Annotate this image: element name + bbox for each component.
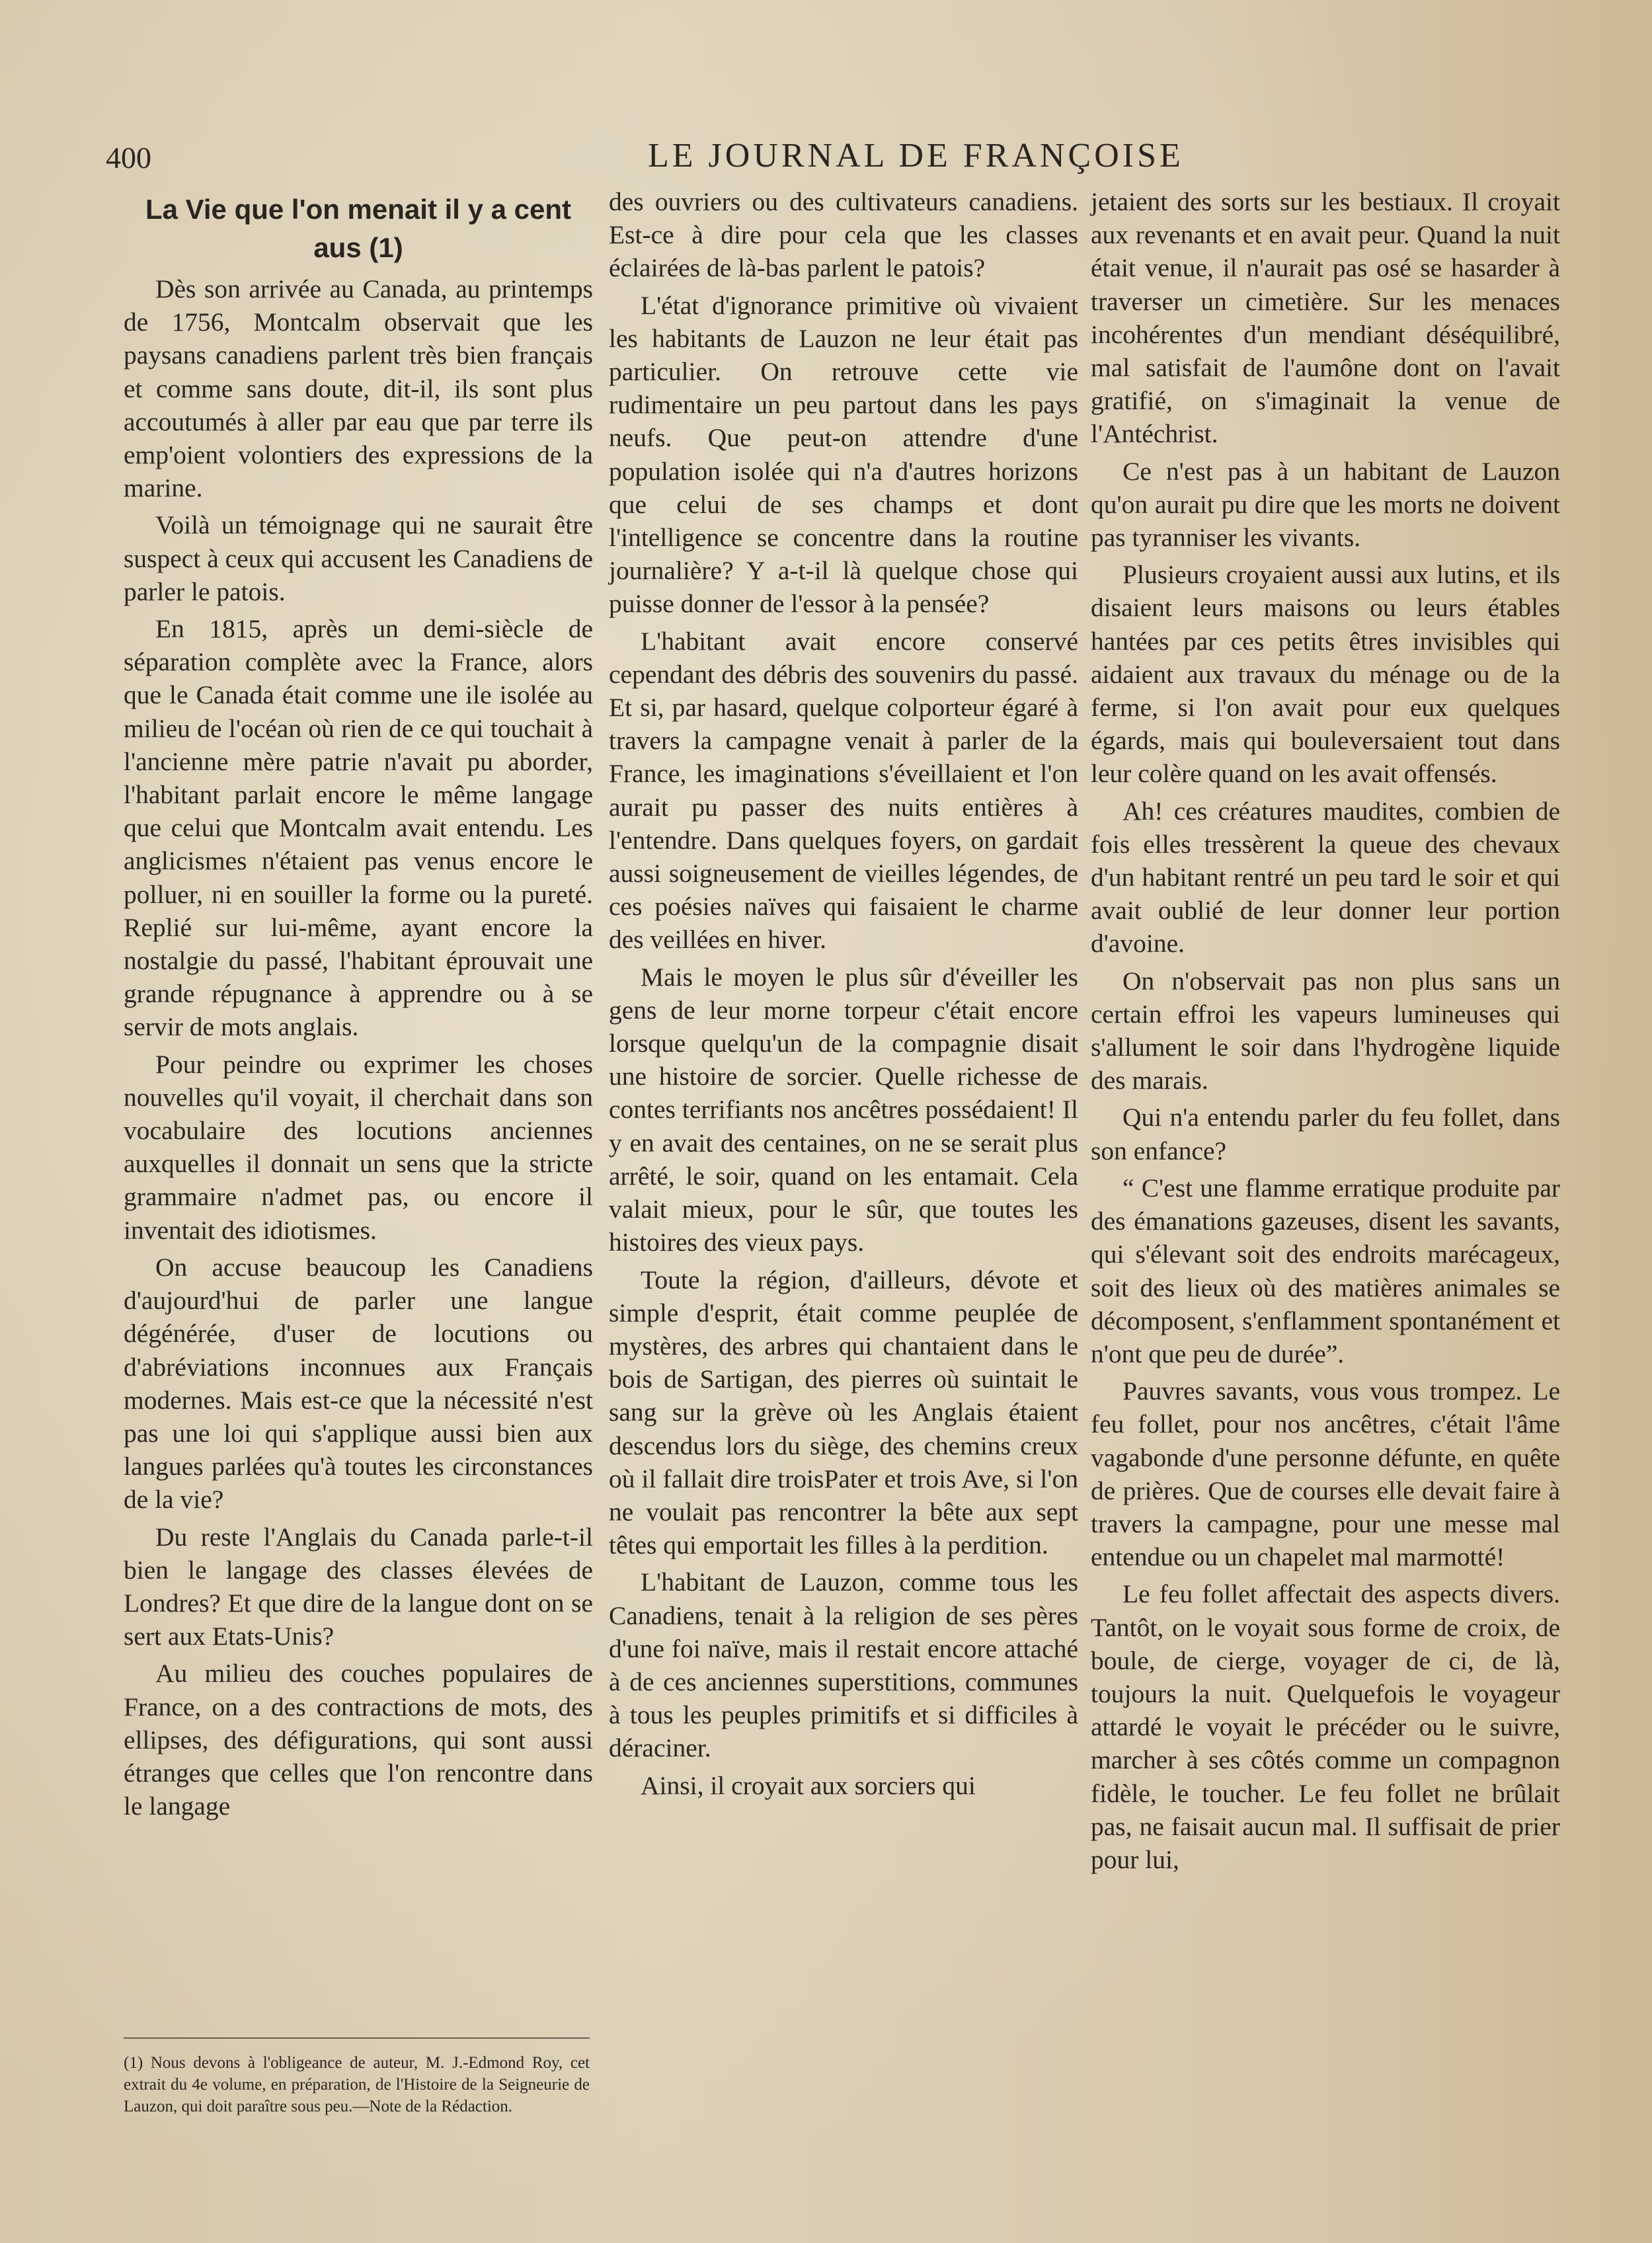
journal-title: LE JOURNAL DE FRANÇOISE	[648, 137, 1184, 175]
paragraph: On n'observait pas non plus sans un certain effroi les vapeurs lumineuses qui s'allument le soir dans l'hydrogène liquide des marais.	[1091, 966, 1560, 1095]
paragraph: Ah! ces créatures maudites, combien de fois elles tressèrent la queue des chevaux d'un habitant rentré un peu tard le soir et qui avait oublié de leur donner leur portion d'avoine.	[1091, 796, 1560, 959]
column-2	[609, 185, 1078, 1802]
paragraph: Le feu follet affectait des aspects divers. Tantôt, on le voyait sous forme de croix, de boule, de cierge, voyager de ci, de là, toujours la nuit. Quelquefois le voyageur attardé le voyait le précéder ou le suivre, marcher à ses côtés comme un compagnon fidèle, le toucher. Le feu follet ne brûlait pas, ne faisait aucun mal. Il suffisait de prier pour lui,	[1091, 1579, 1560, 1874]
paragraph: Dès son arrivée au Canada, au printemps de 1756, Montcalm observait que les paysans canadiens parlent très bien français et comme sans doute, dit-il, ils sont plus accoutumés à aller par eau que par terre ils emp'oient volontiers des expressions de la marine.	[124, 274, 593, 503]
paragraph: Mais le moyen le plus sûr d'éveiller les gens de leur morne torpeur c'était encore lorsque quelqu'un de la compagnie disait une histoire de sorcier. Quelle richesse de contes terrifiants nos ancêtres possédaient! Il y en avait des centaines, on ne se serait plus arrêté, le soir, quand on les entamait. Cela valait mieux, pour le sûr, que toutes les histoires des vieux pays.	[609, 962, 1078, 1257]
paragraph: des ouvriers ou des cultivateurs canadiens. Est-ce à dire pour cela que les classes éclairées de là-bas parlent le patois?	[609, 187, 1078, 283]
paragraph: jetaient des sorts sur les bestiaux. Il croyait aux revenants et en avait peur. Quand la nuit était venue, il n'aurait pas osé se hasarder à traverser un cimetière. Sur les menaces incohérentes d'un mendiant déséquilibré, mal satisfait de l'aumône dont on l'avait gratifié, on s'imaginait la venue de l'Antéchrist.	[1091, 187, 1560, 449]
paragraph: Pauvres savants, vous vous trompez. Le feu follet, pour nos ancêtres, c'était l'âme vagabonde d'une personne défunte, en quête de prières. Que de courses elle devait faire à travers la campagne, pour une messe mal entendue ou un chapelet mal marmotté!	[1091, 1376, 1560, 1572]
paragraph: “ C'est une flamme erratique produite par des émanations gazeuses, disent les savants, qui s'élevant soit des endroits marécageux, soit des lieux où des matières animales se décomposent, s'enflamment spontanément et n'ont que peu de durée”.	[1091, 1173, 1560, 1368]
paragraph: On accuse beaucoup les Canadiens d'aujourd'hui de parler une langue dégénérée, d'user de locutions ou d'abréviations inconnues aux Français modernes. Mais est-ce que la nécessité n'est pas une loi qui s'applique aussi bien aux langues parlées qu'à toutes les circonstances de la vie?	[124, 1252, 593, 1515]
paragraph: Ce n'est pas à un habitant de Lauzon qu'on aurait pu dire que les morts ne doivent pas tyranniser les vivants.	[1091, 456, 1560, 553]
article-title: La Vie que l'on menait il y a cent aus (1)	[145, 194, 572, 263]
footnote: (1) Nous devons à l'obligeance de auteur, M. J.-Edmond Roy, cet extrait du 4e volume, en préparation, de l'Histoire de la Seigneurie de Lauzon, qui doit paraître sous peu.—Note de la Rédaction.	[124, 2054, 590, 2115]
footnote-divider	[124, 2037, 590, 2039]
paragraph: Plusieurs croyaient aussi aux lutins, et ils disaient leurs maisons ou leurs étables hantées par ces petits êtres invisibles qui aidaient aux travaux du ménage ou de la ferme, si l'on avait pour eux quelques égards, mais qui bouleversaient tout dans leur colère quand on les avait offensés.	[1091, 560, 1560, 789]
page-number: 400	[106, 141, 151, 175]
paragraph: Pour peindre ou exprimer les choses nouvelles qu'il voyait, il cherchait dans son vocabulaire des locutions anciennes auxquelles il donnait un sens que la stricte grammaire n'admet pas, ou encore il inventait des idiotismes.	[124, 1049, 593, 1245]
paragraph: Du reste l'Anglais du Canada parle-t-il bien le langage des classes élevées de Londres? Et que dire de la langue dont on se sert aux Etats-Unis?	[124, 1522, 593, 1651]
paragraph: Ainsi, il croyait aux sorciers qui	[641, 1770, 976, 1800]
paragraph: Qui n'a entendu parler du feu follet, dans son enfance?	[1091, 1103, 1560, 1165]
column-3	[1091, 185, 1560, 1876]
paragraph: Voilà un témoignage qui ne saurait être suspect à ceux qui accusent les Canadiens de parler le patois.	[124, 510, 593, 606]
paragraph: En 1815, après un demi-siècle de séparation complète avec la France, alors que le Canada était comme une ile isolée au milieu de l'océan où rien de ce qui touchait à l'ancienne mère patrie n'avait pu aborder, l'habitant parlait encore le même langage que celui que Montcalm avait entendu. Les anglicismes n'étaient pas venus encore le polluer, ni en souiller la forme ou la pureté. Replié sur lui-même, ayant encore la nostalgie du passé, l'habitant éprouvait une grande répugnance à apprendre ou à se servir de mots anglais.	[124, 614, 593, 1042]
paragraph: L'état d'ignorance primitive où vivaient les habitants de Lauzon ne leur était pas particulier. On retrouve cette vie rudimentaire un peu partout dans les pays neufs. Que peut-on attendre d'une population isolée qui n'a d'autres horizons que celui de ses champs et dont l'intelligence se concentre dans la routine journalière? Y a-t-il là quelque chose qui puisse donner de l'essor à la pensée?	[609, 290, 1078, 619]
paragraph: Au milieu des couches populaires de France, on a des contractions de mots, des ellipses, des défigurations, qui sont aussi étranges que celles que l'on rencontre dans le langage	[124, 1659, 593, 1821]
paragraph: L'habitant de Lauzon, comme tous les Canadiens, tenait à la religion de ses pères d'une foi naïve, mais il restait encore attaché à de ces anciennes superstitions, communes à tous les peuples primitifs et si difficiles à déraciner.	[609, 1567, 1078, 1763]
page-header	[106, 137, 1587, 180]
paragraph: Toute la région, d'ailleurs, dévote et simple d'esprit, était comme peuplée de mystères, des arbres qui chantaient dans le bois de Sartigan, des pierres où suintait le sang sur la grève où les Anglais étaient descendus lors du siège, des chemins creux où il fallait dire troisPater et trois Ave, si l'on ne voulait pas rencontrer la bête aux sept têtes qui emportait les filles à la perdition.	[609, 1265, 1078, 1560]
column-1	[124, 185, 593, 1823]
paragraph: L'habitant avait encore conservé cependant des débris des souvenirs du passé. Et si, par hasard, quelque colporteur égaré à travers la campagne venait à parler de la France, les imaginations s'éveillaient et l'on aurait pu passer des nuits entières à l'entendre. Dans quelques foyers, on gardait aussi soigneusement de vieilles légendes, de ces poésies naïves qui faisaient le charme des veillées en hiver.	[609, 626, 1078, 955]
